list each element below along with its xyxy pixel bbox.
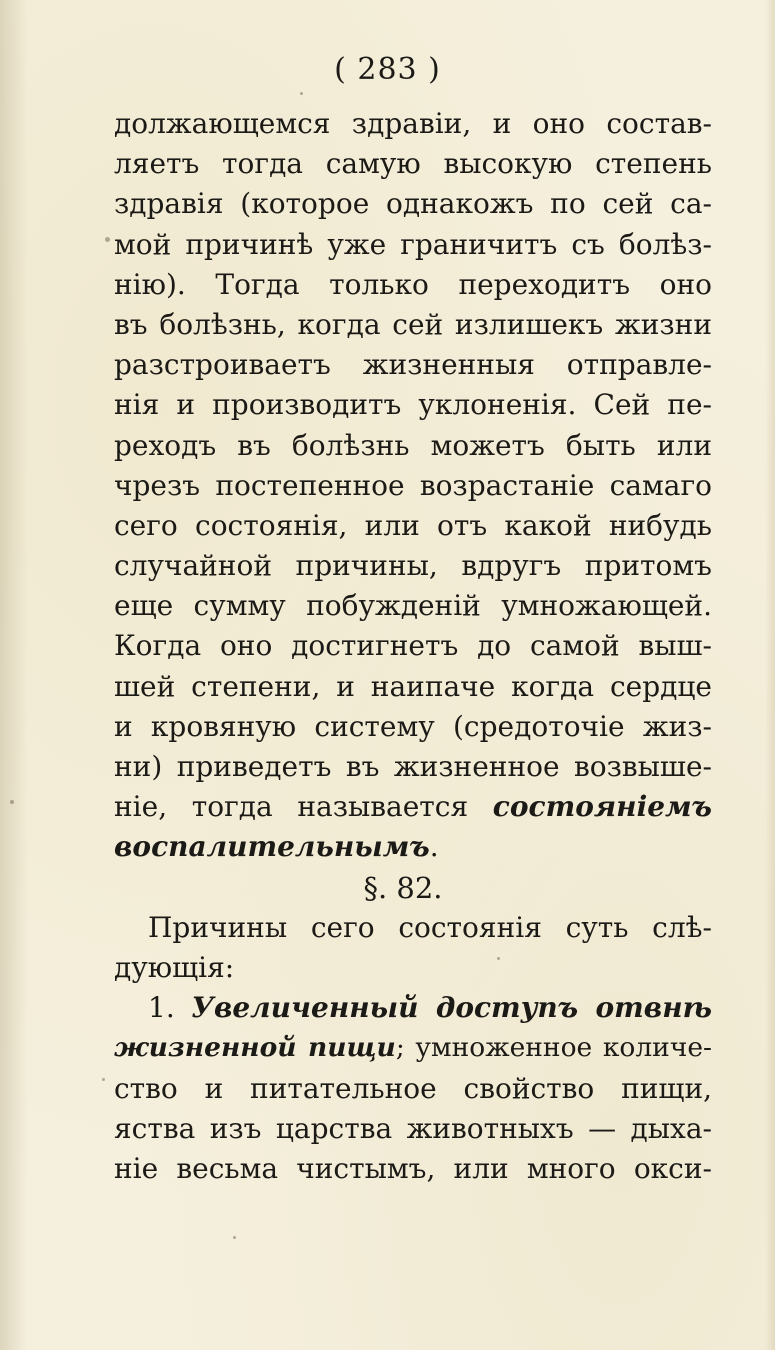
line-text: нія и производитъ уклоненія. Сей пе- <box>114 388 712 422</box>
line-text: шей степени, и наипаче когда сердце <box>114 669 712 703</box>
emphasized-text: жизненной пищи <box>114 1032 396 1064</box>
text-line <box>114 506 712 546</box>
line-text: ни) приведетъ въ жизненное возвыше- <box>114 750 712 783</box>
text-line <box>114 1028 712 1068</box>
line-text: ство и питательное свойство пищи, <box>114 1071 712 1105</box>
text-line <box>114 225 712 265</box>
line-text: въ болѣзнь, когда сей излишекъ жизни <box>114 307 712 341</box>
line-text: Когда оно достигнетъ до самой выш- <box>114 629 712 663</box>
text-line <box>114 948 712 988</box>
emphasized-text: воспалительнымъ <box>114 830 430 864</box>
line-text: яства изъ царства животныхъ — дыха- <box>114 1111 712 1145</box>
text-line <box>114 184 712 224</box>
line-text: ляетъ тогда самую высокую степень <box>114 147 712 181</box>
text-line <box>114 1069 712 1109</box>
emphasized-text: состояніемъ <box>492 790 712 824</box>
line-text: §. 82. <box>363 870 443 905</box>
paper-speck <box>300 92 303 95</box>
text-line <box>114 345 712 385</box>
paper-speck <box>105 237 110 242</box>
line-text: Причины сего состоянія суть слѣ- <box>148 910 712 944</box>
text-line <box>114 104 712 144</box>
text-line <box>114 1109 712 1149</box>
line-text: реходъ въ болѣзнь можетъ быть или <box>114 428 712 462</box>
text-line <box>114 747 712 787</box>
body-text <box>114 104 712 1189</box>
section-heading <box>114 868 712 908</box>
text-line <box>114 988 712 1028</box>
text-line <box>114 586 712 626</box>
text-line <box>114 1149 712 1189</box>
text-line <box>114 426 712 466</box>
text-line <box>114 707 712 747</box>
text-line <box>114 305 712 345</box>
text-line <box>114 827 712 867</box>
paper-speck <box>102 1078 105 1081</box>
line-text: ніе, тогда называется <box>114 790 493 824</box>
text-line <box>114 667 712 707</box>
page-number: ( 283 ) <box>334 52 441 87</box>
text-line <box>114 265 712 305</box>
text-line <box>114 144 712 184</box>
text-line <box>114 546 712 586</box>
page-edge-shadow <box>765 0 775 1350</box>
line-text: сего состоянія, или отъ какой нибудь <box>114 508 712 542</box>
paper-speck <box>497 957 500 960</box>
line-text: 1. <box>148 991 192 1025</box>
paper-speck <box>233 1236 236 1239</box>
line-text: ніе весьма чистымъ, или много окси- <box>114 1151 712 1185</box>
text-line <box>114 787 712 827</box>
text-line <box>114 908 712 948</box>
line-text: разстроиваетъ жизненныя отправле- <box>114 348 712 382</box>
line-text: еще сумму побужденій умножающей. <box>114 589 712 623</box>
line-text: нію). Тогда только переходитъ оно <box>114 267 712 301</box>
line-text: мой причинѣ уже граничитъ съ болѣз- <box>114 227 712 261</box>
line-text: чрезъ постепенное возрастаніе самаго <box>114 468 712 502</box>
line-text: дующія: <box>114 950 235 984</box>
emphasized-text: Увеличенный доступъ отвнѣ <box>191 991 712 1025</box>
line-text: случайной причины, вдругъ притомъ <box>114 549 712 583</box>
line-text: и кровяную систему (средоточіе жиз- <box>114 709 712 743</box>
line-text: ; умноженное количе- <box>395 1032 712 1064</box>
text-line <box>114 385 712 425</box>
line-text: . <box>429 830 439 864</box>
line-text: должающемся здравіи, и оно состав- <box>114 107 712 140</box>
page-gutter-shadow <box>0 0 28 1350</box>
line-text: здравія (которое однакожъ по сей са- <box>114 187 712 221</box>
text-line <box>114 466 712 506</box>
text-line <box>114 626 712 666</box>
paper-speck <box>10 800 14 804</box>
